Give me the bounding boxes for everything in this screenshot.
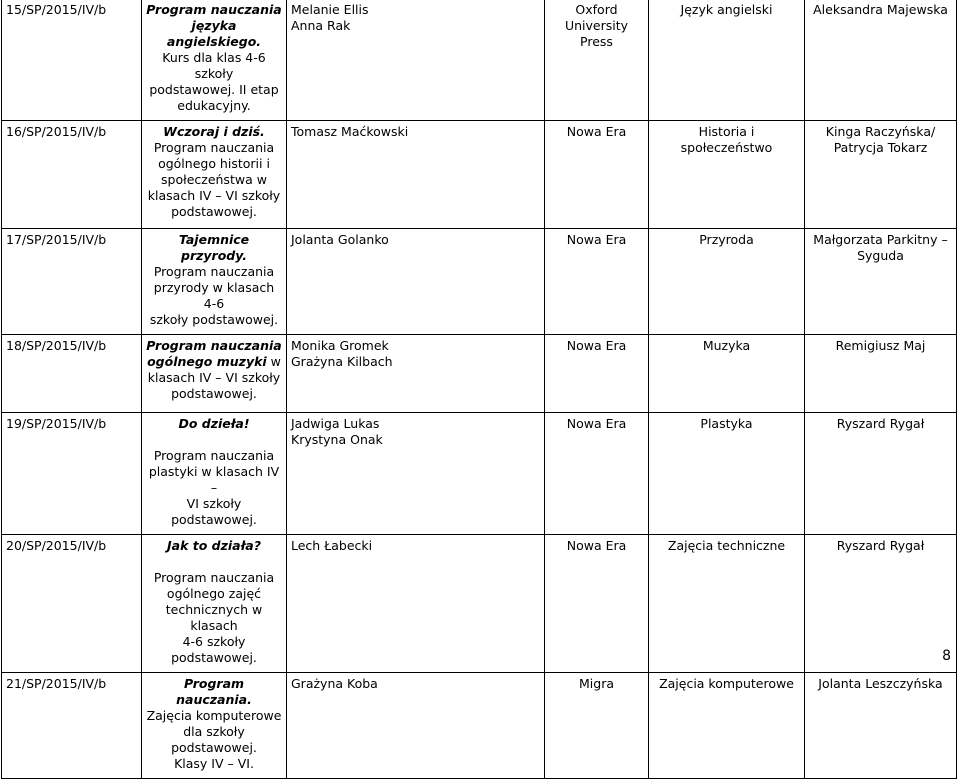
presenter-name: Jolanta Leszczyńska [818, 676, 943, 691]
program-id-cell [2, 0, 142, 121]
subject-name: Historia i [698, 124, 755, 139]
program-id-cell [2, 535, 142, 673]
program-title-emphasis: ogólnego muzyki [147, 354, 267, 369]
program-title-cell [142, 535, 287, 673]
author-name: Krystyna Onak [291, 432, 383, 447]
presenter-name-cell [805, 0, 957, 121]
publisher-name-cell [545, 335, 649, 413]
program-id: 17/SP/2015/IV/b [6, 232, 107, 247]
program-id: 19/SP/2015/IV/b [6, 416, 107, 431]
presenter-name: Ryszard Rygał [836, 538, 925, 553]
publisher-name: Nowa Era [566, 124, 627, 139]
publisher-name-cell [545, 121, 649, 229]
program-id-cell [2, 413, 142, 535]
presenter-name: Małgorzata Parkitny – [813, 232, 948, 247]
program-title-line: Program nauczania [153, 264, 275, 279]
presenter-name: Syguda [857, 248, 904, 263]
subject-name: Zajęcia komputerowe [659, 676, 794, 691]
program-title-line: podstawowej. [171, 650, 257, 665]
presenter-name: Kinga Raczyńska/ [825, 124, 936, 139]
program-title-line: społeczeństwa w [161, 172, 267, 187]
program-register-table [1, 0, 957, 779]
program-id: 15/SP/2015/IV/b [6, 2, 107, 17]
program-title-suffix: w [266, 354, 281, 369]
program-title-line: klasach IV – VI szkoły [147, 370, 281, 385]
program-id: 16/SP/2015/IV/b [6, 124, 107, 139]
program-title-line: 4-6 szkoły [182, 634, 246, 649]
presenter-name-cell [805, 673, 957, 779]
author-name: Grażyna Koba [291, 676, 378, 691]
author-name: Monika Gromek [291, 338, 389, 353]
program-title-line [146, 354, 282, 370]
program-title-line: szkoły podstawowej. [149, 312, 279, 327]
presenter-name-cell [805, 535, 957, 673]
program-title-line: Wczoraj i dziś. [163, 124, 265, 139]
author-name: Melanie Ellis [291, 2, 369, 17]
table-row [2, 335, 957, 413]
author-name-cell [287, 229, 545, 335]
program-title-line: Program nauczania [153, 140, 275, 155]
program-title-line: Program nauczania [153, 570, 275, 585]
subject-name: Zajęcia techniczne [667, 538, 786, 553]
program-title-line: Program nauczania [146, 338, 282, 353]
program-title-cell [142, 335, 287, 413]
subject-name-cell [649, 335, 805, 413]
program-title-line: technicznych w klasach [165, 602, 263, 633]
publisher-name: Press [580, 34, 613, 49]
program-title-line: języka angielskiego. [166, 18, 262, 49]
program-title-line [146, 432, 282, 448]
program-title-line: podstawowej. [171, 204, 257, 219]
publisher-name-cell [545, 535, 649, 673]
program-title-line: plastyki w klasach IV – [148, 464, 280, 495]
author-name: Jadwiga Lukas [291, 416, 380, 431]
author-name-cell [287, 0, 545, 121]
author-name-cell [287, 673, 545, 779]
program-title-line: Do dzieła! [178, 416, 250, 431]
table-row [2, 121, 957, 229]
table-row [2, 229, 957, 335]
program-title-line: VI szkoły podstawowej. [171, 496, 257, 527]
program-id-cell [2, 673, 142, 779]
publisher-name-cell [545, 229, 649, 335]
table-body [2, 0, 957, 779]
program-title-line: Program nauczania [146, 2, 282, 17]
program-title-cell [142, 121, 287, 229]
program-title-line: klasach IV – VI szkoły [147, 188, 281, 203]
author-name-cell [287, 535, 545, 673]
page-number: 8 [942, 648, 951, 664]
program-title-line: Zajęcia komputerowe [146, 708, 282, 723]
author-name: Jolanta Golanko [291, 232, 389, 247]
table-row [2, 0, 957, 121]
program-title-cell [142, 0, 287, 121]
publisher-name: Nowa Era [566, 538, 627, 553]
presenter-name-cell [805, 229, 957, 335]
author-name: Lech Łabecki [291, 538, 373, 553]
publisher-name: Nowa Era [566, 232, 627, 247]
program-title-cell [142, 413, 287, 535]
program-title-line [146, 554, 282, 570]
program-title-line: Kurs dla klas 4-6 szkoły [162, 50, 266, 81]
table-row [2, 673, 957, 779]
presenter-name-cell [805, 335, 957, 413]
program-title-line: ogólnego historii i [158, 156, 270, 171]
publisher-name: Oxford University [564, 2, 629, 33]
program-title-line: ogólnego zajęć [166, 586, 262, 601]
program-title-line: Program nauczania [153, 448, 275, 463]
program-id-cell [2, 229, 142, 335]
subject-name-cell [649, 413, 805, 535]
subject-name: Przyroda [699, 232, 754, 247]
subject-name: Muzyka [702, 338, 751, 353]
program-title-line: edukacyjny. [177, 98, 251, 113]
author-name-cell [287, 121, 545, 229]
program-title-line: dla szkoły podstawowej. [171, 724, 257, 755]
program-title-cell [142, 673, 287, 779]
subject-name-cell [649, 0, 805, 121]
publisher-name: Nowa Era [566, 416, 627, 431]
program-title-line: podstawowej. II etap [149, 82, 279, 97]
subject-name-cell [649, 229, 805, 335]
program-title-line: Program nauczania. [176, 676, 252, 707]
publisher-name-cell [545, 413, 649, 535]
presenter-name-cell [805, 121, 957, 229]
subject-name-cell [649, 673, 805, 779]
author-name-cell [287, 413, 545, 535]
table-row [2, 535, 957, 673]
program-title-line: Klasy IV – VI. [174, 756, 254, 771]
subject-name: Język angielski [680, 2, 773, 17]
program-title-line: Tajemnice przyrody. [178, 232, 250, 263]
program-title-line: podstawowej. [171, 386, 257, 401]
presenter-name: Remigiusz Maj [835, 338, 926, 353]
program-id: 20/SP/2015/IV/b [6, 538, 107, 553]
program-title-line: przyrody w klasach 4-6 [153, 280, 275, 311]
program-id: 18/SP/2015/IV/b [6, 338, 107, 353]
presenter-name: Patrycja Tokarz [833, 140, 928, 155]
author-name: Tomasz Maćkowski [291, 124, 409, 139]
publisher-name-cell [545, 0, 649, 121]
author-name: Anna Rak [291, 18, 351, 33]
program-title-cell [142, 229, 287, 335]
subject-name: Plastyka [700, 416, 753, 431]
author-name-cell [287, 335, 545, 413]
subject-name-cell [649, 121, 805, 229]
publisher-name-cell [545, 673, 649, 779]
table-row [2, 413, 957, 535]
subject-name: społeczeństwo [680, 140, 773, 155]
publisher-name: Migra [579, 676, 614, 691]
program-title-line: Jak to działa? [167, 538, 261, 553]
program-id-cell [2, 335, 142, 413]
author-name: Grażyna Kilbach [291, 354, 393, 369]
program-id-cell [2, 121, 142, 229]
program-id: 21/SP/2015/IV/b [6, 676, 107, 691]
presenter-name-cell [805, 413, 957, 535]
subject-name-cell [649, 535, 805, 673]
presenter-name: Ryszard Rygał [836, 416, 925, 431]
presenter-name: Aleksandra Majewska [813, 2, 948, 17]
publisher-name: Nowa Era [566, 338, 627, 353]
